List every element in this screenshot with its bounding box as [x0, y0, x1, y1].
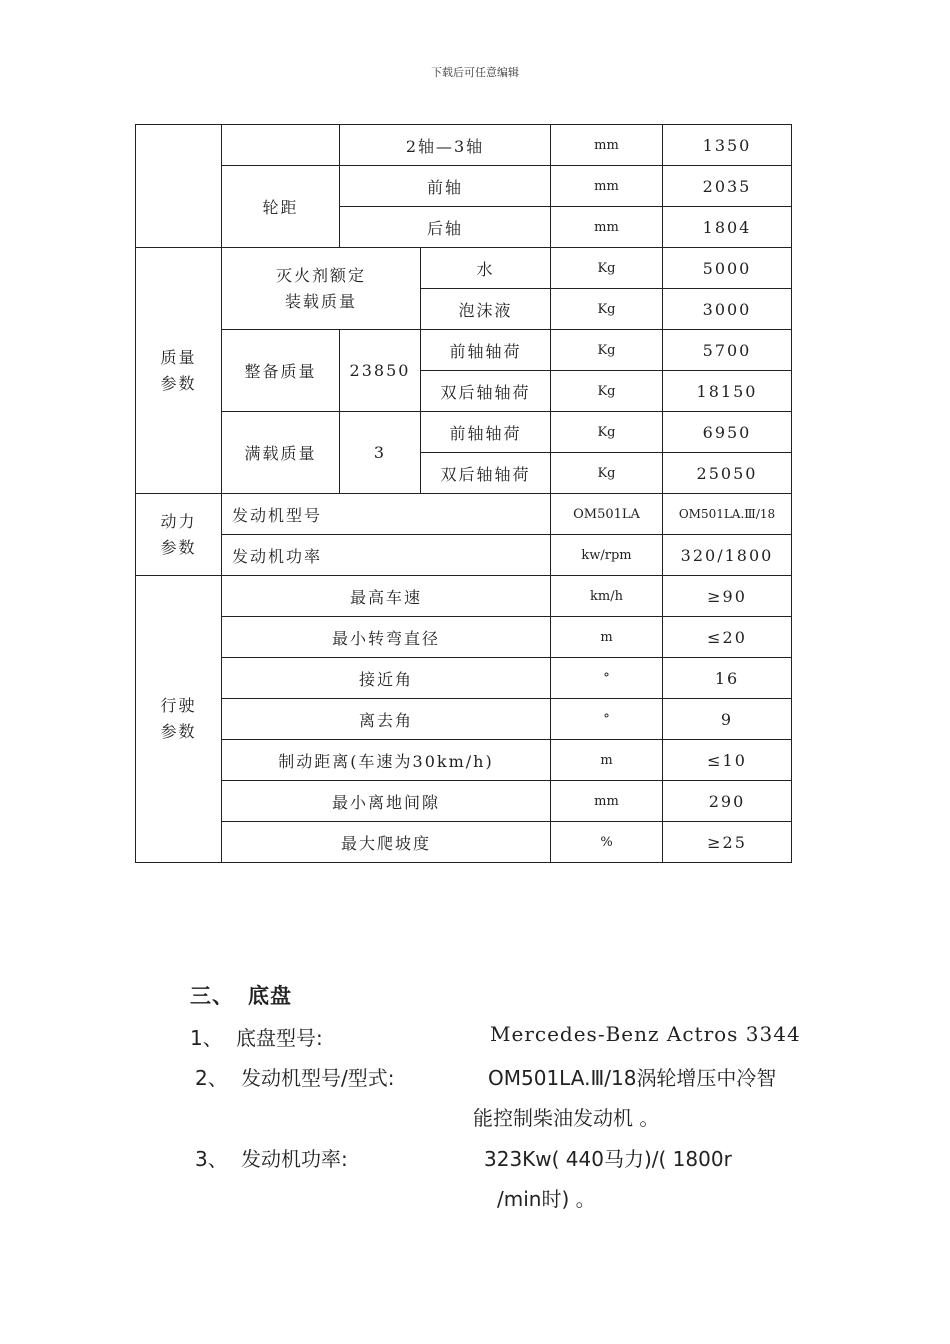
item-index: 2、 — [195, 1066, 228, 1090]
item-label: 发动机功率: — [241, 1147, 348, 1171]
row-value: OM501LA.Ⅲ/18 — [663, 494, 792, 535]
row-label: 前轴轴荷 — [421, 412, 551, 453]
row-value: 5700 — [663, 330, 792, 371]
table-row — [136, 699, 792, 740]
engine-model-value: OM501LA.Ⅲ/18涡轮增压中冷智 — [488, 1066, 777, 1090]
chassis-model-value: Mercedes-Benz Actros 3344 — [490, 1022, 801, 1046]
row-unit: Kg — [551, 248, 663, 289]
group-label-text: 行驶 参数 — [160, 696, 197, 741]
row-label: 发动机型号 — [222, 494, 551, 535]
item-label: 发动机型号/型式: — [241, 1066, 395, 1090]
group-label-drive — [136, 576, 222, 863]
row-unit: Kg — [551, 330, 663, 371]
row-value: ≥25 — [663, 822, 792, 863]
table-row — [136, 658, 792, 699]
row-value: 3000 — [663, 289, 792, 330]
row-value: 16 — [663, 658, 792, 699]
group-label-mass — [136, 248, 222, 494]
table-row — [136, 535, 792, 576]
engine-power-line — [195, 1143, 348, 1172]
row-unit: mm — [551, 781, 663, 822]
row-label: 前轴轴荷 — [421, 330, 551, 371]
row-value: ≤20 — [663, 617, 792, 658]
section-title — [190, 980, 292, 1010]
row-value: 290 — [663, 781, 792, 822]
row-unit: m — [551, 740, 663, 781]
row-label: 接近角 — [222, 658, 551, 699]
section-number: 三、 — [190, 984, 234, 1008]
row-unit: mm — [551, 207, 663, 248]
row-value: 1804 — [663, 207, 792, 248]
row-unit: Kg — [551, 371, 663, 412]
row-label: 前轴 — [340, 166, 551, 207]
chassis-model-line — [190, 1022, 323, 1051]
page-header: 下载后可任意编辑 — [431, 66, 519, 79]
curb-mass-label: 整备质量 — [222, 330, 340, 412]
row-unit: Kg — [551, 412, 663, 453]
wheel-track-label: 轮距 — [222, 166, 340, 248]
engine-power-value-cont: /min时) 。 — [497, 1187, 596, 1211]
table-row — [136, 822, 792, 863]
agent-capacity-label — [222, 248, 421, 330]
full-mass-total: 3 — [340, 412, 421, 494]
table-row — [136, 125, 792, 166]
row-unit: ° — [551, 658, 663, 699]
table-row — [136, 617, 792, 658]
row-value: ≤10 — [663, 740, 792, 781]
section-title-text: 底盘 — [248, 984, 292, 1008]
row-label: 水 — [421, 248, 551, 289]
row-label: 泡沫液 — [421, 289, 551, 330]
group-label-text: 质量 参数 — [160, 347, 197, 393]
row-unit: ° — [551, 699, 663, 740]
row-unit: Kg — [551, 289, 663, 330]
row-value: 25050 — [663, 453, 792, 494]
agent-capacity-text: 灭火剂额定 装载质量 — [275, 265, 366, 311]
item-index: 3、 — [195, 1147, 228, 1171]
row-label: 制动距离(车速为30km/h) — [222, 740, 551, 781]
row-unit: % — [551, 822, 663, 863]
table-row — [136, 412, 792, 453]
row-value: 18150 — [663, 371, 792, 412]
curb-mass-total: 23850 — [340, 330, 421, 412]
table-row — [136, 166, 792, 207]
group-label-power — [136, 494, 222, 576]
table-row — [136, 494, 792, 535]
row-unit: OM501LA — [551, 494, 663, 535]
row-unit: mm — [551, 125, 663, 166]
engine-model-value-cont: 能控制柴油发动机 。 — [473, 1106, 660, 1130]
full-mass-label: 满载质量 — [222, 412, 340, 494]
row-unit: km/h — [551, 576, 663, 617]
row-value: 5000 — [663, 248, 792, 289]
row-label: 双后轴轴荷 — [421, 453, 551, 494]
row-unit: m — [551, 617, 663, 658]
table-row — [136, 248, 792, 289]
group-label-text: 动力 参数 — [160, 511, 197, 557]
table-row — [136, 576, 792, 617]
row-label: 离去角 — [222, 699, 551, 740]
row-label: 最小转弯直径 — [222, 617, 551, 658]
row-unit: kw/rpm — [551, 535, 663, 576]
row-value: 9 — [663, 699, 792, 740]
spec-table — [135, 124, 792, 863]
row-label: 最高车速 — [222, 576, 551, 617]
group-cell-empty — [136, 125, 222, 248]
item-index: 1、 — [190, 1026, 223, 1050]
row-label: 最大爬坡度 — [222, 822, 551, 863]
row-value: 2035 — [663, 166, 792, 207]
row-value: 320/1800 — [663, 535, 792, 576]
row-label: 双后轴轴荷 — [421, 371, 551, 412]
row-label: 最小离地间隙 — [222, 781, 551, 822]
row-label: 发动机功率 — [222, 535, 551, 576]
engine-power-value: 323Kw( 440马力)/( 1800r — [484, 1147, 732, 1171]
table-row — [136, 781, 792, 822]
row-value: 6950 — [663, 412, 792, 453]
table-row — [136, 330, 792, 371]
engine-model-line — [195, 1062, 394, 1091]
row-label: 2轴—3轴 — [340, 125, 551, 166]
row-value: ≥90 — [663, 576, 792, 617]
row-value: 1350 — [663, 125, 792, 166]
row-unit: Kg — [551, 453, 663, 494]
item-label: 底盘型号: — [236, 1026, 323, 1050]
cell-empty — [222, 125, 340, 166]
row-label: 后轴 — [340, 207, 551, 248]
row-unit: mm — [551, 166, 663, 207]
table-row — [136, 740, 792, 781]
